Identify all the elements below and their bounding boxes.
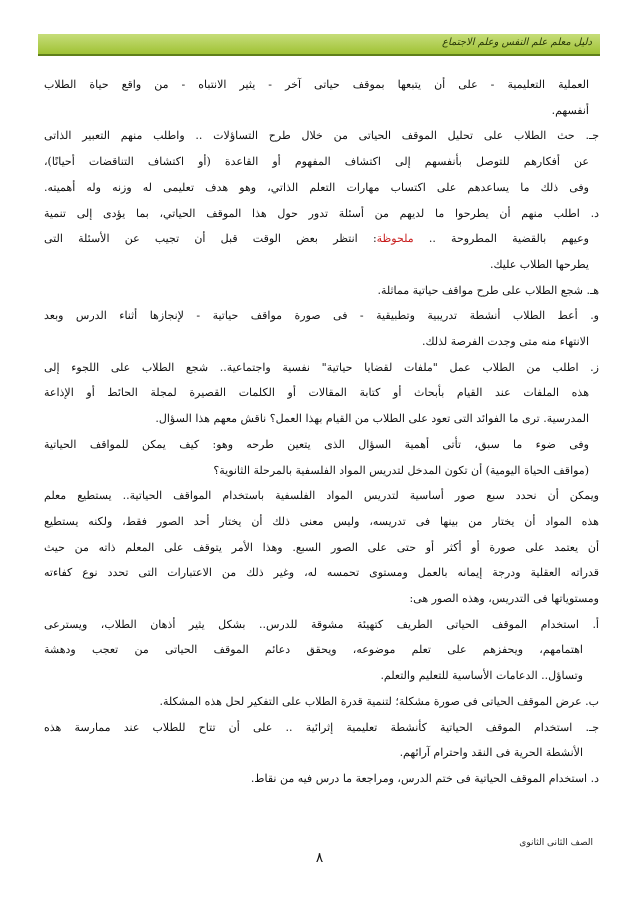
paragraph-line: الانتهاء منه متى وجدت الفرصة لذلك. xyxy=(421,335,589,349)
paragraph-line: ويمكن أن نحدد سبع صور أساسية لتدريس المواد الفلسفية باستخدام المواقف الحياتية.. يستطيع معلم xyxy=(44,489,599,503)
paragraph-line: و. أعط الطلاب أنشطة تدريبية وتطبيقية - فى صورة مواقف حياتية - لإنجازها أثناء الدرس وبعد xyxy=(44,309,599,323)
paragraph-line: العملية التعليمية - على أن يتبعها بموقف حياتى آخر - يثير الانتباه - من واقع حياة الطلاب xyxy=(44,78,589,91)
paragraph-line-with-note xyxy=(44,226,599,252)
paragraph-line: أن يعتمد على صورة أو أكثر أو حتى على الصور السبع. وهذا الأمر يتوقف على المعلم ذاته من حيث xyxy=(44,540,599,554)
paragraph-line: الأنشطة الحرية فى النقد واحترام آرائهم. xyxy=(399,746,583,760)
paragraph-text: وعيهم بالقضية المطروحة .. xyxy=(413,232,589,246)
paragraph-line: أنفسهم. xyxy=(551,103,589,117)
paragraph-line: وفى ضوء ما سبق، تأتى أهمية السؤال الذى يتعين طرحه وهو: كيف يمكن للمواقف الحياتية xyxy=(44,437,589,451)
paragraph-text: : انتظر بعض الوقت قبل أن تجيب عن الأسئلة التى xyxy=(44,232,377,246)
paragraph-line: جـ. حث الطلاب على تحليل الموقف الحياتى من خلال طرح التساؤلات .. واطلب منهم التعبير الذاتى xyxy=(44,129,599,143)
footer-grade: الصف الثانى الثانوى xyxy=(519,838,593,848)
paragraph-line: يطرحها الطلاب عليك. xyxy=(489,257,589,271)
paragraph-line: د. اطلب منهم أن يطرحوا ما لديهم من أسئلة تدور حول هذا الموقف الحياتي، بما يؤدى إلى تنمية xyxy=(44,206,599,220)
paragraph-line: المدرسية. ترى ما الفوائد التى تعود على الطلاب من القيام بهذا العمل؟ ناقش معهم هذا السؤال. xyxy=(155,412,589,426)
note-label: ملحوظة xyxy=(376,232,414,246)
paragraph-line: هـ. شجع الطلاب على طرح مواقف حياتية مماثلة. xyxy=(377,283,599,297)
paragraph-line: اهتمامهم، ويحفزهم على تعلم موضوعه، ويحقق دعائم الموقف الحياتى من تعجب ودهشة xyxy=(44,643,583,657)
paragraph-line: هذه المواد أن يختار من بينها فى تدريسه، وليس معنى ذلك أن يختار أحد الصور فقط، ولكنه يستطيع xyxy=(44,514,599,528)
paragraph-line: وتساؤل.. الدعامات الأساسية للتعليم والتعلم. xyxy=(380,669,583,683)
paragraph-line: جـ. استخدام الموقف الحياتية كأنشطة تعليمية إثرائية .. على أن تتاح للطلاب عند ممارسة هذه xyxy=(44,720,599,734)
paragraph-line: ب. عرض الموقف الحياتى فى صورة مشكلة؛ لتنمية قدرة الطلاب على التفكير لحل هذه المشكلة. xyxy=(159,694,599,708)
paragraph-line: هذه الملفات عند القيام بأبحاث أو كتابة المقالات أو الكلمات القصيرة لمجلة الحائط أو الإذاعة xyxy=(44,386,589,400)
paragraph-line: (مواقف الحياة اليومية) أن تكون المدخل لتدريس المواد الفلسفية بالمرحلة الثانوية؟ xyxy=(213,463,589,477)
paragraph-line: وفى ذلك ما يساعدهم على اكتساب مهارات التعلم الذاتي، وهو هدف تعليمى له وزنه وله أهميته. xyxy=(44,180,589,194)
page-number: ٨ xyxy=(315,850,324,866)
header-title: دليل معلم علم النفس وعلم الاجتماع xyxy=(442,37,592,48)
paragraph-line: ومستوياتها فى التدريس، وهذه الصور هى: xyxy=(409,592,599,606)
paragraph-line: ز. اطلب من الطلاب عمل "ملفات لقضايا حياتية" نفسية واجتماعية.. شجع الطلاب على اللجوء إلى xyxy=(44,360,599,374)
paragraph-line: قدراته العقلية ودرجة إيمانه بالعمل ومستوى تحمسه له، وغير ذلك من الاعتبارات التى تحدد نوع كفاءته xyxy=(44,566,599,580)
paragraph-line: د. استخدام الموقف الحياتية فى ختم الدرس، ومراجعة ما درس فيه من نقاط. xyxy=(250,771,599,785)
paragraph-line: أ. استخدام الموقف الحياتى الطريف كتهيئة مشوقة للدرس.. بشكل يثير أذهان الطلاب، ويسترعى xyxy=(44,617,599,631)
header-bar xyxy=(38,34,600,56)
paragraph-line: عن أفكارهم للتوصل بأنفسهم إلى اكتشاف المفهوم أو القاعدة (أو اكتشاف التناقضات أحيانًا)، xyxy=(44,155,589,169)
document-body xyxy=(44,72,599,792)
